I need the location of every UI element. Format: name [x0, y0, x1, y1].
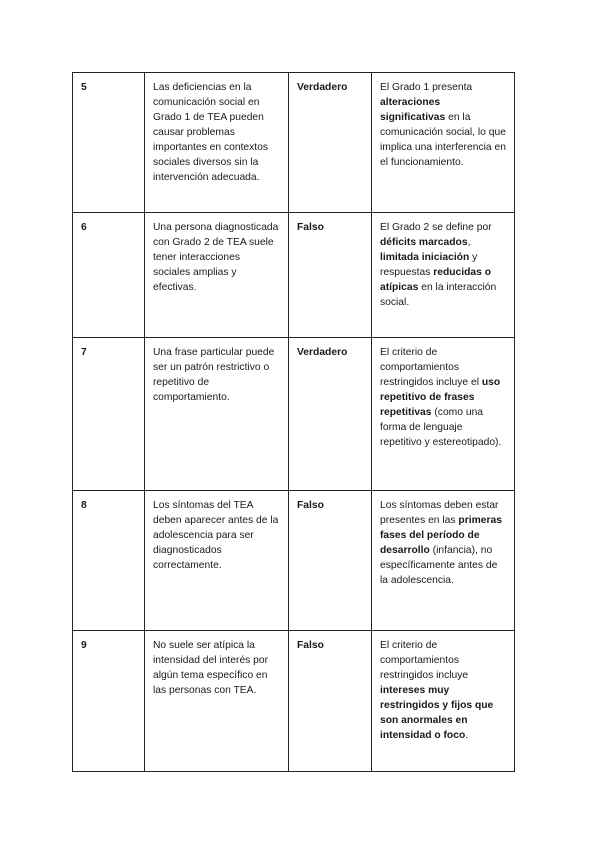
explanation-text: El criterio de comportamientos restringidos incluye: [380, 640, 469, 681]
table-row: [73, 213, 515, 338]
explanation-text: en la comunicación social, lo que implica una interferencia en el funcionamiento.: [380, 112, 506, 168]
item-statement: Las deficiencias en la comunicación social en Grado 1 de TEA pueden causar problemas importantes en contextos sociales diversos sin la intervención adecuada.: [145, 73, 289, 213]
explanation-text: El Grado 2 se define por: [380, 222, 492, 233]
item-statement: No suele ser atípica la intensidad del interés por algún tema específico en las personas con TEA.: [145, 631, 289, 772]
item-answer: Falso: [289, 213, 372, 338]
item-statement: Una frase particular puede ser un patrón restrictivo o repetitivo de comportamiento.: [145, 338, 289, 491]
explanation-highlight: déficits marcados: [380, 237, 468, 248]
explanation-text: Los síntomas deben estar presentes en las: [380, 500, 499, 526]
explanation-text: en la interacción social.: [380, 282, 497, 308]
item-number: 9: [73, 631, 145, 772]
table-row: [73, 338, 515, 491]
item-explanation: [372, 338, 515, 491]
item-number: 7: [73, 338, 145, 491]
explanation-text: y respuestas: [380, 252, 478, 278]
explanation-text: .: [465, 730, 469, 741]
explanation-text: (infancia), no específicamente antes de la adolescencia.: [380, 545, 498, 586]
item-number: 5: [73, 73, 145, 213]
explanation-text: El Grado 1 presenta: [380, 82, 473, 93]
item-answer: Verdadero: [289, 338, 372, 491]
item-answer: Falso: [289, 491, 372, 631]
explanation-highlight: alteraciones significativas: [380, 97, 446, 123]
true-false-table: [72, 72, 515, 772]
item-answer: Falso: [289, 631, 372, 772]
item-statement: Los síntomas del TEA deben aparecer antes de la adolescencia para ser diagnosticados correctamente.: [145, 491, 289, 631]
table-row: [73, 491, 515, 631]
item-answer: Verdadero: [289, 73, 372, 213]
table-row: [73, 73, 515, 213]
item-number: 8: [73, 491, 145, 631]
item-explanation: [372, 73, 515, 213]
explanation-highlight: limitada iniciación: [380, 252, 470, 263]
item-explanation: [372, 631, 515, 772]
item-explanation: [372, 491, 515, 631]
explanation-highlight: reducidas o atípicas: [380, 267, 492, 293]
item-explanation: [372, 213, 515, 338]
explanation-highlight: primeras fases del período de desarrollo: [380, 515, 502, 556]
explanation-text: (como una forma de lenguaje repetitivo y estereotipado).: [380, 407, 502, 448]
explanation-text: ,: [467, 237, 471, 248]
explanation-highlight: uso repetitivo de frases repetitivas: [380, 377, 501, 418]
explanation-text: El criterio de comportamientos restringidos incluye el: [380, 347, 482, 388]
explanation-highlight: intereses muy restringidos y fijos que son anormales en intensidad o foco: [380, 685, 494, 741]
item-statement: Una persona diagnosticada con Grado 2 de TEA suele tener interacciones sociales amplias y efectivas.: [145, 213, 289, 338]
table-row: [73, 631, 515, 772]
item-number: 6: [73, 213, 145, 338]
